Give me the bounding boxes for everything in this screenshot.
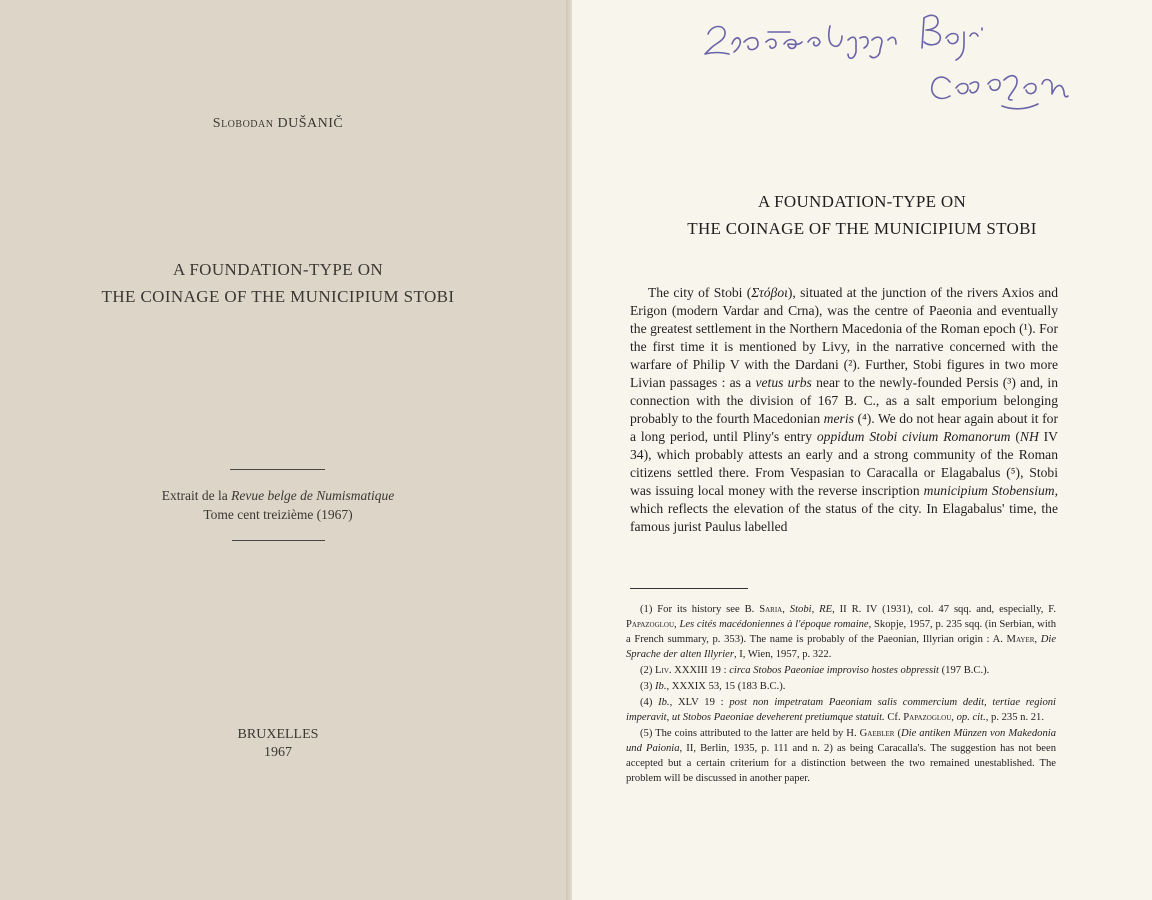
footnote-3: (3) Ib., XXXIX 53, 15 (183 B.C.).: [640, 681, 786, 692]
body-paragraph: The city of Stobi (Στόβοι), situated at the junction of the rivers Axios and Erigon (modern Vardar and Crna), was the centre of Paeonia and eventually the greatest settlement in the Northern Macedonia of the Roman epoch (¹). For the first time it is mentioned by Livy, in the narrative concerned with the warfare of Philip V with the Dardani (²). Further, Stobi figures in two more Livian passages : as a vetus urbs near to the newly-founded Persis (³) and, in connection with the division of 167 B. C., as a salt emporium belonging probably to the fourth Macedonian meris (⁴). We do not hear again about it for a long period, until Pliny's entry oppidum Stobi civium Romanorum (NH IV 34), which probably attests an early and a strong community of the Roman citizens settled there. From Vespasian to Caracalla or Elagabalus (⁵), Stobi was issuing local money with the reverse inscription municipium Stobensium, which reflects the elevation of the status of the city. In Elagabalus' time, the famous jurist Paulus labelled: [630, 285, 1059, 534]
cover-title-line-2: THE COINAGE OF THE MUNICIPIUM STOBI: [101, 287, 455, 306]
extract-prefix: Extrait de la: [161, 488, 232, 503]
author-last-name: DUŠANIČ: [277, 116, 344, 131]
pliny-ref: NH: [1019, 429, 1039, 444]
imprint-city: BRUXELLES: [237, 727, 319, 742]
footnote-4: (4) Ib., XLV 19 : post non impetratam Paeoniam salis commercium dedit, tertiae regioni imperavit, ut Stobos Paeoniae deveherent pretiumque statuit. Cf. Papazoglou, op. cit., p. 235 n. 21.: [626, 697, 1056, 723]
article-title-line-1: A FOUNDATION-TYPE ON: [757, 192, 967, 211]
author-first-name: Slobodan: [212, 116, 274, 131]
cover-author: [0, 116, 556, 132]
cover-title-line-1: A FOUNDATION-TYPE ON: [172, 260, 384, 279]
extract-line-1: [0, 486, 556, 505]
article-body: [630, 284, 1058, 536]
article-title: [572, 188, 1152, 242]
pliny-quote: oppidum Stobi civium Romanorum: [816, 429, 1011, 444]
footnote-divider: [630, 588, 748, 589]
greek-term: meris: [823, 411, 854, 426]
article-title-line-2: THE COINAGE OF THE MUNICIPIUM STOBI: [687, 219, 1037, 238]
offprint-cover: [0, 0, 572, 900]
cover-divider-top: [230, 469, 325, 470]
article-first-page: [572, 0, 1152, 900]
footnotes: [626, 602, 1056, 787]
cover-imprint: [0, 726, 556, 762]
latin-term: vetus urbs: [755, 375, 812, 390]
footnote-1: (1) For its history see B. Saria, Stobi, RE, II R. IV (1931), col. 47 sqq. and, especially, F. Papazoglou, Les cités macédoniennes à l'époque romaine, Skopje, 1957, p. 235 sqq. (in Serbian, with a French summary, p. 353). The name is probably of the Paeonian, Illyrian origin : A. Mayer, Die Sprache der alten Illyrier, I, Wien, 1957, p. 322.: [626, 604, 1057, 660]
footnote-5: (5) The coins attributed to the latter are held by H. Gaebler (Die antiken Münzen von Makedonia und Paionia, II, Berlin, 1935, p. 111 and n. 2) as being Caracalla's. The suggestion has not been accepted but a certain criterium for a distinction between the two remained unestablished. The problem will be discussed in another paper.: [626, 728, 1056, 784]
cover-divider-bottom: [232, 540, 325, 541]
handwritten-dedication: [572, 0, 1152, 130]
journal-name: Revue belge de Numismatique: [231, 488, 395, 503]
extract-volume: Tome cent treizième (1967): [203, 507, 353, 522]
cover-title: [0, 256, 556, 310]
imprint-year: 1967: [264, 745, 292, 760]
footnote-2: (2) Liv. XXXIII 19 : circa Stobos Paeoniae improviso hostes obpressit (197 B.C.).: [640, 665, 990, 676]
cover-extract-note: [0, 486, 556, 524]
coin-inscription: municipium Stobensium: [923, 483, 1055, 498]
greek-name: Στόβοι: [751, 285, 788, 300]
